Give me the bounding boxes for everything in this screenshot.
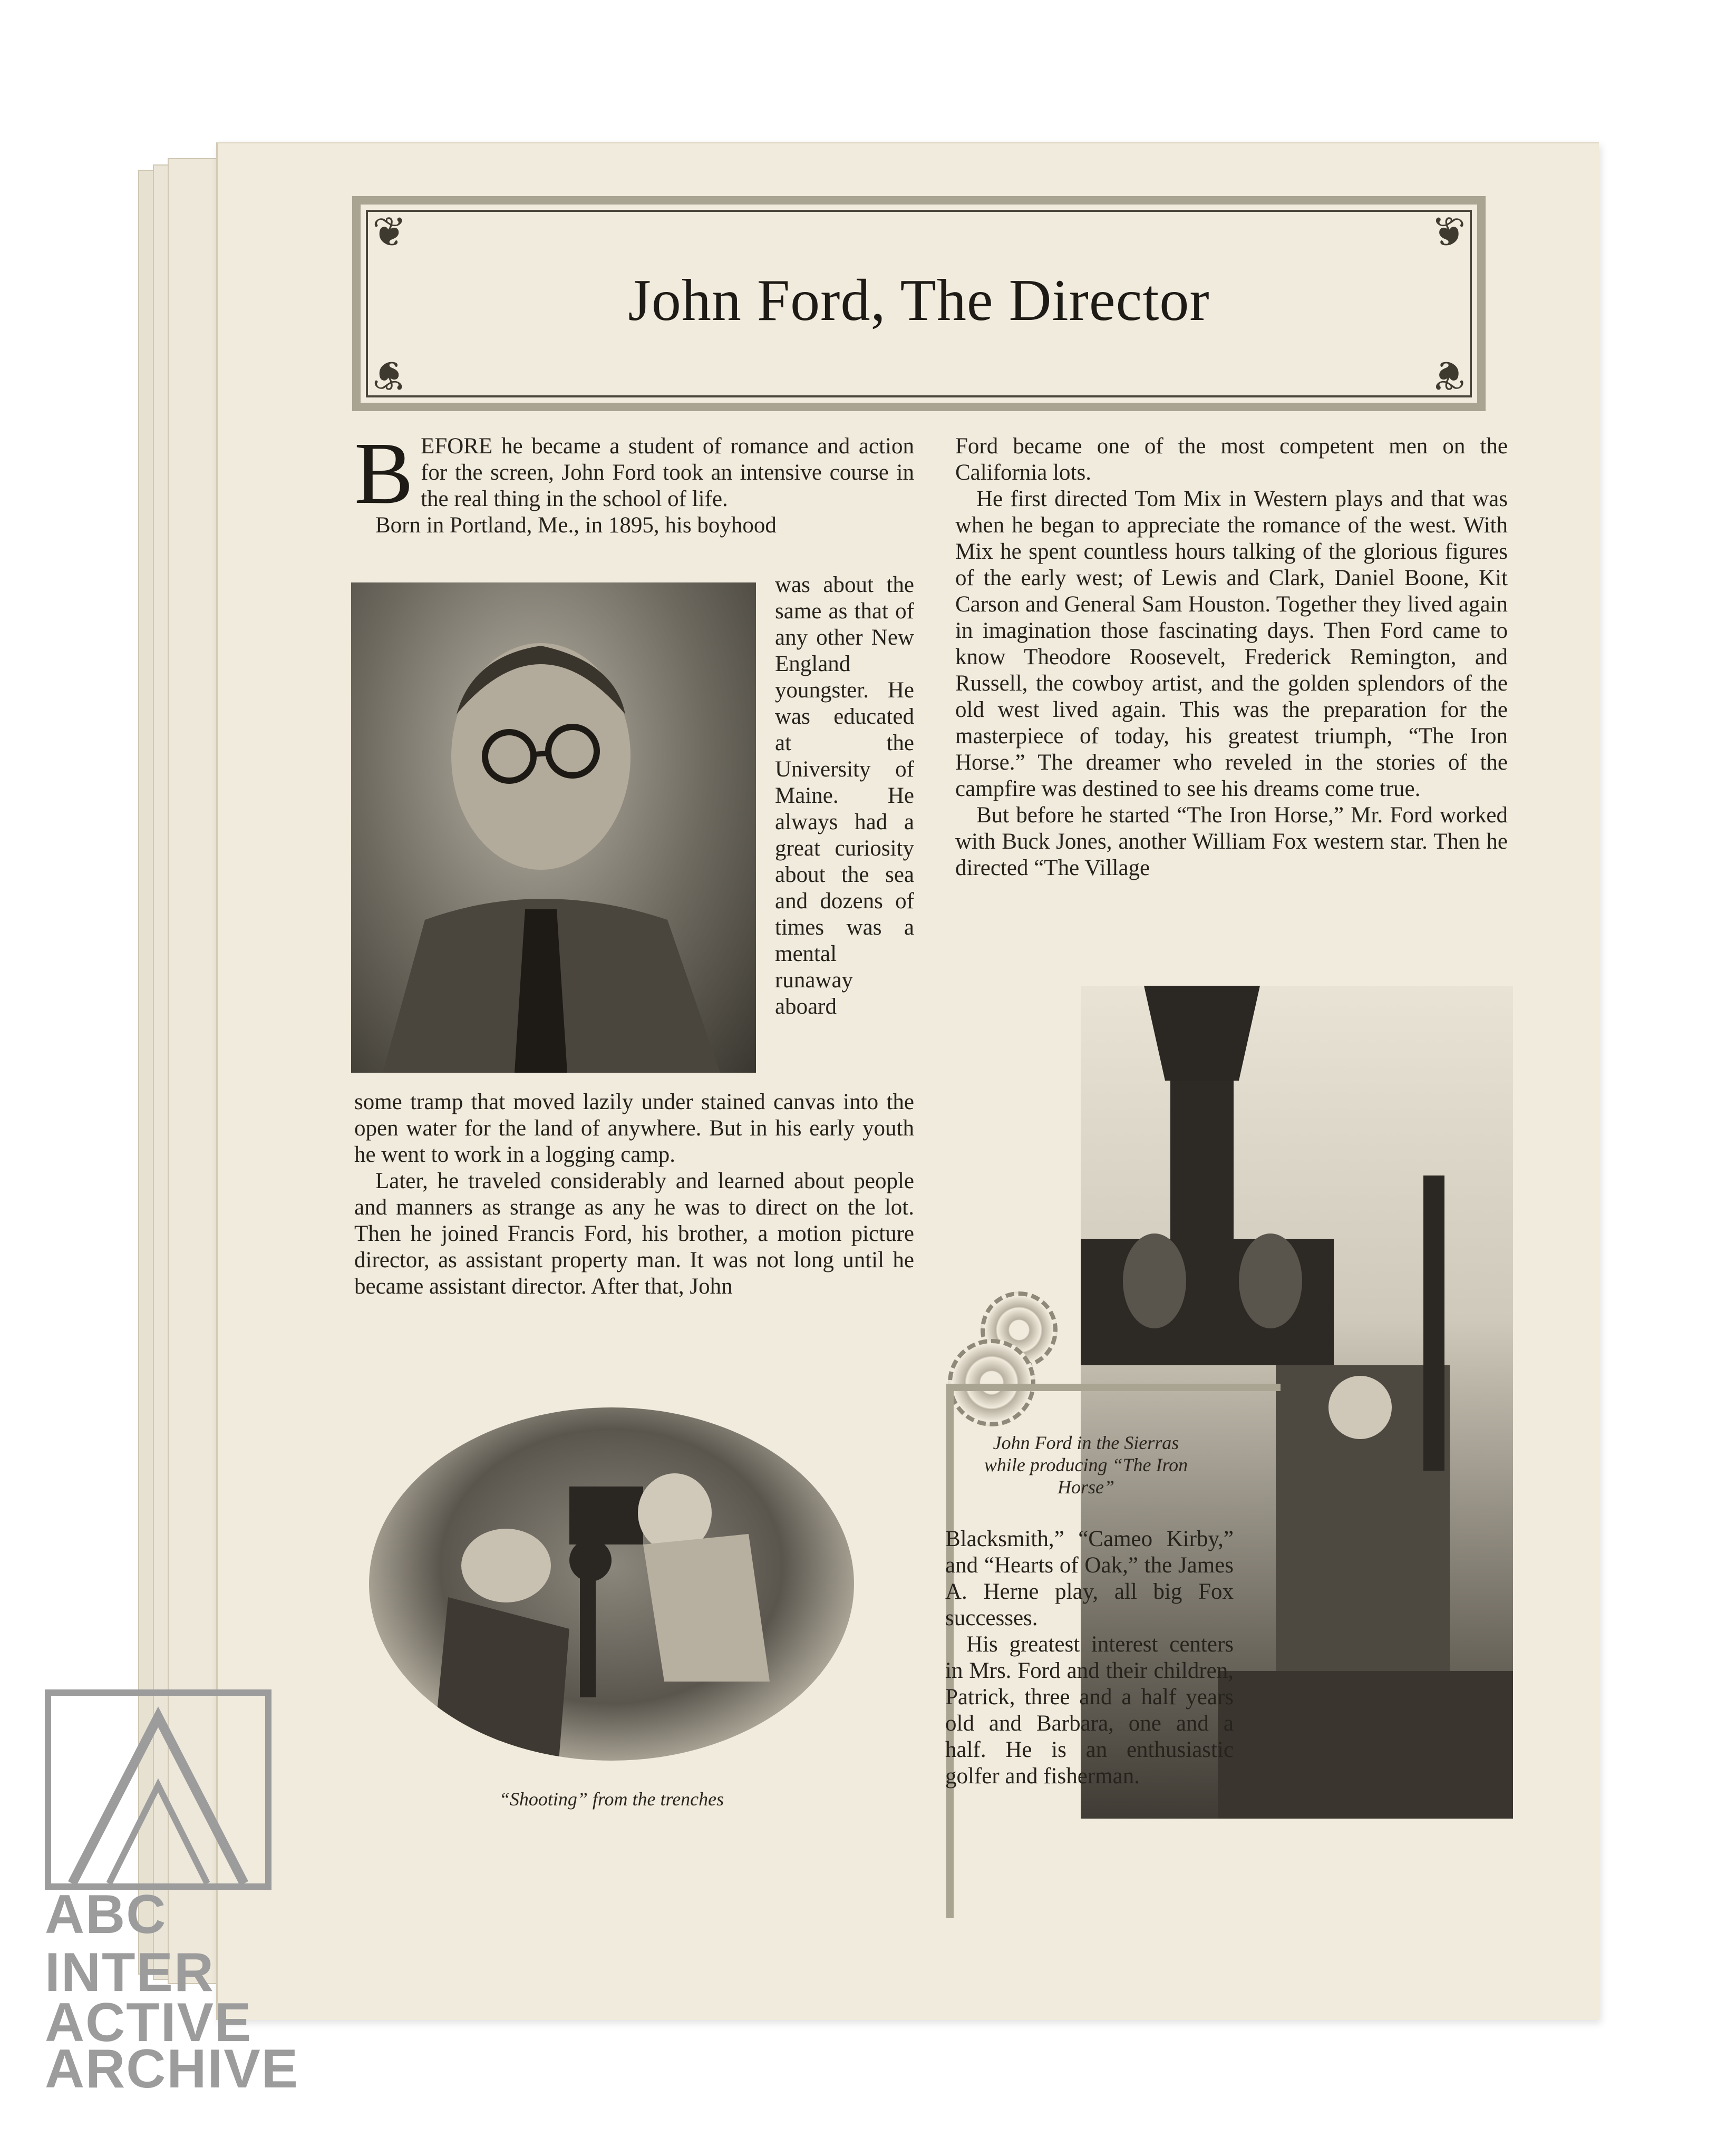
logo-text-abc: ABC [45,1884,167,1945]
abc-interactive-archive-logo [45,1689,299,2100]
corner-ornament-icon: ❦ [1431,209,1466,255]
trench-photo-caption: “Shooting” from the trenches [499,1789,724,1810]
page-title: John Ford, The Director [628,268,1210,333]
intro-paragraph [354,424,914,539]
corner-ornament-icon: ❦ [372,352,407,398]
locomotive-photo-caption: John Ford in the Sierras while producing “The Iron Horse” [984,1432,1188,1498]
left-column-continued [354,1089,914,1300]
john-ford-portrait-photo [351,582,756,1073]
corner-ornament-icon: ❦ [1431,352,1466,398]
title-frame [352,196,1486,411]
narrow-column-text: was about the same as that of any other New England youngster. He was educated at the University of Maine. He always had a great curiosity about the sea and dozens of times was a mental runaway aboard [775,572,914,1019]
born-paragraph: Born in Portland, Me., in 1895, his boyhood [375,513,777,538]
right-paragraph-1: Ford became one of the most competent men on the California lots. [955,434,1508,485]
portrait-illustration [351,582,756,1073]
logo-arch-icon [51,1696,265,1883]
intro-text: EFORE he became a student of romance and action for the screen, John Ford took an intensive course in the real thing in the school of life. [421,434,914,511]
right-bottom-paragraph-2: His greatest interest centers in Mrs. Ford and their children, Patrick, three and a half years old and Barbara, one and a half. He is an enthusiastic golfer and fisherman. [945,1632,1234,1789]
logo-text-inter: INTER [45,1942,215,2003]
logo-frame [45,1689,271,1890]
drop-cap: B [354,424,414,522]
right-paragraph-2: He first directed Tom Mix in Western plays and that was when he began to appreciate the romance of the west. With Mix he spent countless hours talking of the glorious figures of the early west; of Lewis and Clark, Daniel Boone, Kit Carson and General Sam Houston. Together they lived again in imagination those fascinating days. Then Ford came to know Theodore Roosevelt, Frederick Remington, and Russell, the cowboy artist, and the golden splendors of the old west lived again. This was the preparation for the masterpiece of today, his greatest triumph, “The Iron Horse.” The dreamer who reveled in the stories of the campfire was destined to see his dreams come true. [955,487,1508,801]
corner-ornament-icon: ❦ [372,209,407,255]
left-paragraph-1: some tramp that moved lazily under stained canvas into the open water for the land of anywhere. But in his early youth he went to work in a logging camp. [354,1090,914,1167]
right-column-text [955,433,1508,881]
right-bottom-paragraph-1: Blacksmith,” “Cameo Kirby,” and “Hearts of Oak,” the James A. Herne play, all big Fox successes. [945,1527,1234,1630]
left-paragraph-2: Later, he traveled considerably and learned about people and manners as strange as any he was to direct on the lot. Then he joined Francis Ford, his brother, a motion picture director, as assistant property man. It was not long until he became assistant director. After that, John [354,1169,914,1299]
trench-illustration [369,1407,854,1761]
right-column-bottom [945,1526,1234,1790]
trench-filming-photo [369,1407,854,1761]
logo-text-archive: ARCHIVE [45,2038,299,2100]
logo-text-active: ACTIVE [45,1992,253,2053]
right-paragraph-3: But before he started “The Iron Horse,” Mr. Ford worked with Buck Jones, another William Fox western star. Then he directed “The Village [955,803,1508,880]
